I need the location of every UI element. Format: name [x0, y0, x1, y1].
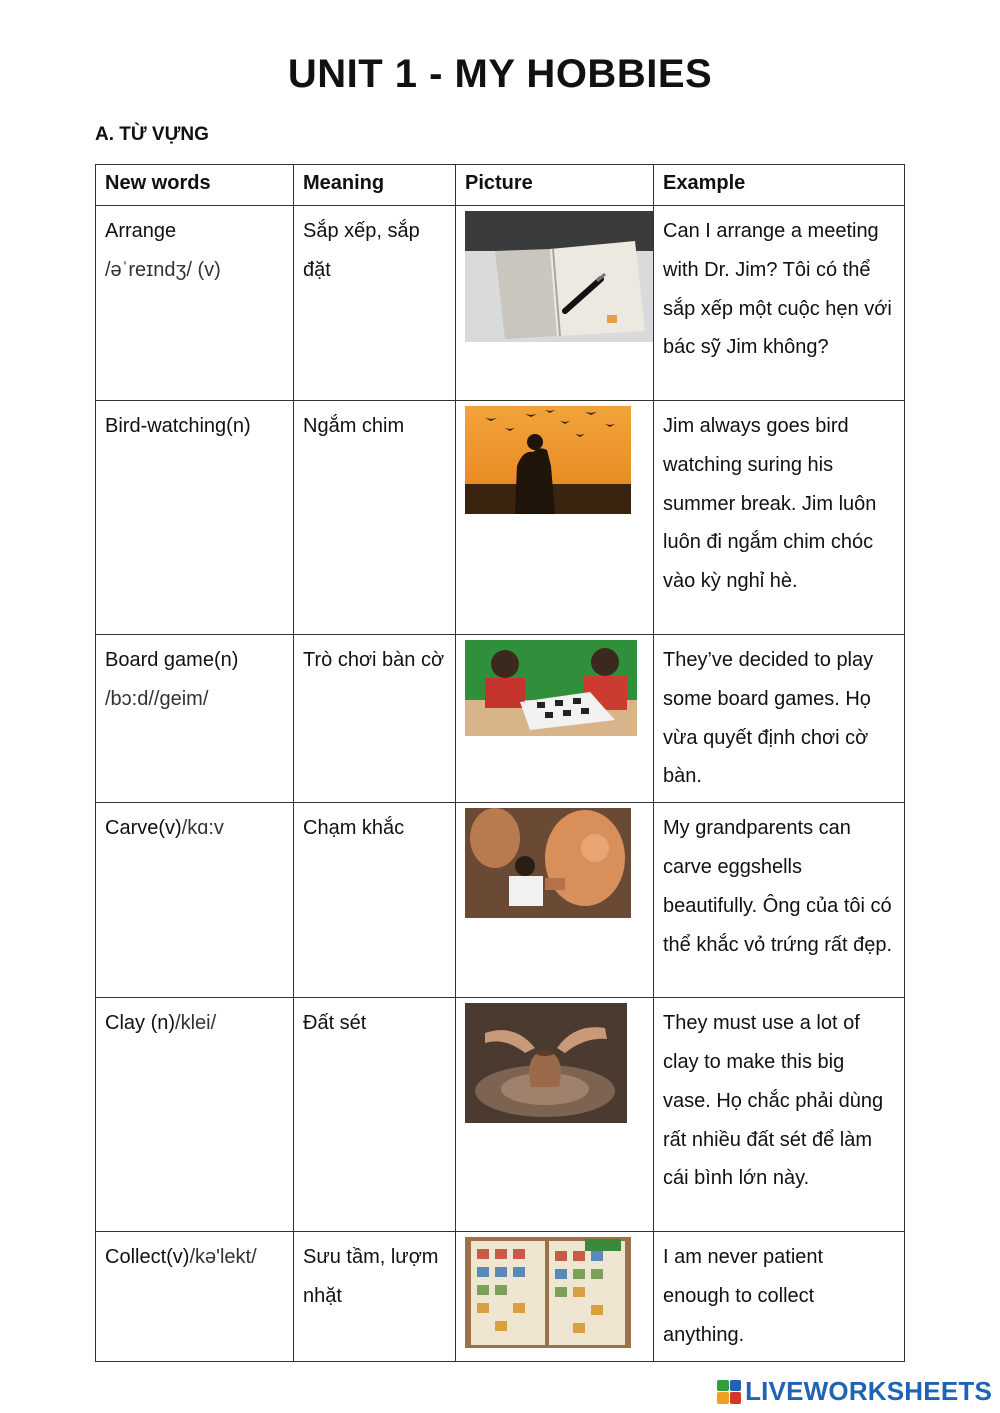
liveworksheets-logo-text: LIVEWORKSHEETS: [745, 1376, 992, 1406]
kids-playing-chess-photo: [465, 640, 637, 736]
word-text: Collect(v): [105, 1246, 190, 1269]
cell-picture: [456, 1232, 654, 1361]
section-heading: A. TỪ VỰNG: [95, 124, 209, 145]
ipa-text: /klei/: [175, 1012, 217, 1035]
header-picture: Picture: [456, 165, 654, 206]
header-example: Example: [654, 165, 905, 206]
word-text: Arrange: [105, 220, 177, 242]
cell-example: I am never patient enough to collect anything.: [654, 1232, 905, 1361]
cell-picture: [456, 635, 654, 803]
table-row: [96, 635, 905, 803]
cell-meaning: Chạm khắc: [294, 803, 456, 998]
cell-word: [96, 998, 294, 1232]
table-row: [96, 998, 905, 1232]
cell-meaning: Sưu tầm, lượm nhặt: [294, 1232, 456, 1361]
word-text: Clay (n): [105, 1012, 176, 1035]
cell-word: [96, 803, 294, 998]
pottery-wheel-photo: [465, 1003, 627, 1123]
notebook-pen-photo: [465, 211, 653, 342]
word-text: Board game(n): [105, 649, 239, 671]
cell-example: My grandparents can carve eggshells beautifully. Ông của tôi có thể khắc vỏ trứng rất đẹp.: [654, 803, 905, 998]
liveworksheets-logo-icon: [717, 1380, 741, 1404]
cell-meaning: Trò chơi bàn cờ: [294, 635, 456, 803]
table-row: [96, 803, 905, 998]
cell-word: [96, 635, 294, 803]
page-title: UNIT 1 - MY HOBBIES: [287, 52, 713, 96]
wood-carving-photo: [465, 808, 631, 918]
table-row: [96, 1232, 905, 1361]
cell-word: [96, 1232, 294, 1361]
header-meaning: Meaning: [294, 165, 456, 206]
table-header-row: [96, 165, 905, 206]
vocabulary-table: [95, 164, 905, 1362]
cell-example: Jim always goes bird watching suring his summer break. Jim luôn luôn đi ngắm chim chóc vào kỳ nghỉ hè.: [654, 401, 905, 635]
cell-meaning: Đất sét: [294, 998, 456, 1232]
cell-example: They’ve decided to play some board games. Họ vừa quyết định chơi cờ bàn.: [654, 635, 905, 803]
stamp-album-photo: [465, 1237, 631, 1348]
cell-example: They must use a lot of clay to make this big vase. Họ chắc phải dùng rất nhiều đất sét để làm cái bình lớn này.: [654, 998, 905, 1232]
ipa-text: /bɔ:d//geim/: [105, 687, 209, 710]
word-text: Carve(v): [105, 817, 182, 840]
table-row: [96, 206, 905, 401]
cell-picture: [456, 206, 654, 401]
cell-meaning: Ngắm chim: [294, 401, 456, 635]
ipa-text: /kɑ:v: [181, 817, 224, 840]
cell-example: Can I arrange a meeting with Dr. Jim? Tôi có thể sắp xếp một cuộc hẹn với bác sỹ Jim không?: [654, 206, 905, 401]
cell-word: [96, 206, 294, 401]
cell-picture: [456, 803, 654, 998]
cell-meaning: Sắp xếp, sắp đặt: [294, 206, 456, 401]
liveworksheets-logo: [717, 1376, 992, 1407]
bird-watching-sunset-photo: [465, 406, 631, 514]
ipa-text: /kə'lekt/: [189, 1246, 257, 1269]
cell-picture: [456, 401, 654, 635]
word-text: Bird-watching(n): [105, 415, 251, 437]
cell-word: [96, 401, 294, 635]
table-row: [96, 401, 905, 635]
header-new-words: New words: [96, 165, 294, 206]
cell-picture: [456, 998, 654, 1232]
ipa-text: /əˈreɪndʒ/ (v): [105, 258, 221, 281]
